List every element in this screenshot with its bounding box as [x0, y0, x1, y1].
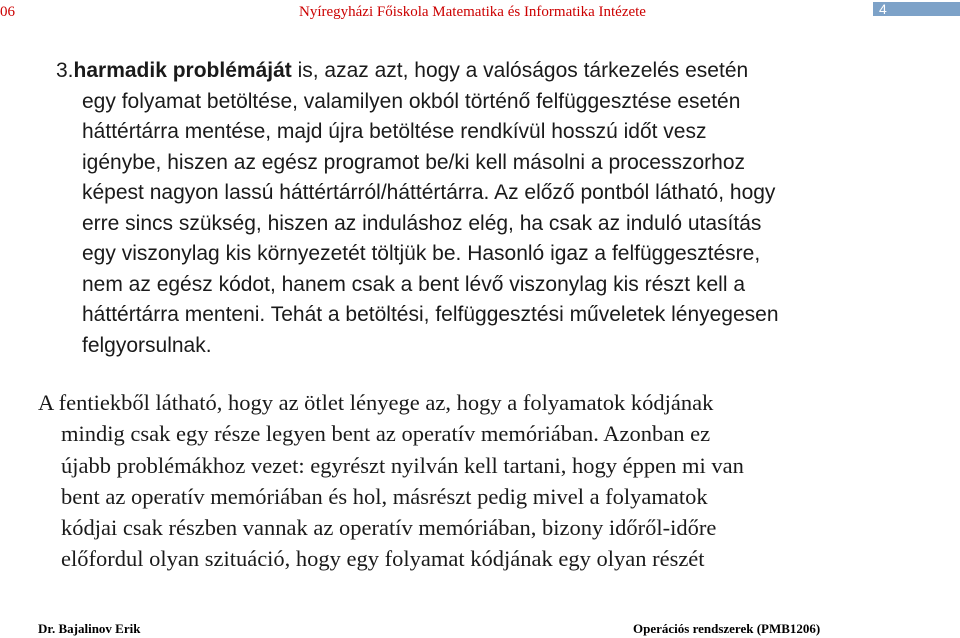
chapter-number: 06: [0, 4, 15, 20]
paragraph-line: háttértárra mentése, majd újra betöltése rendkívül hosszú időt vesz: [82, 120, 707, 143]
paragraph-summary: [38, 387, 948, 575]
paragraph-third-problem: [56, 56, 956, 361]
page-number-box: [873, 2, 960, 16]
paragraph-line: A fentiekből látható, hogy az ötlet lényege az, hogy a folyamatok kódjának: [38, 390, 714, 415]
paragraph-line: bent az operatív memóriában és hol, másrészt pedig mivel a folyamatok: [61, 483, 708, 509]
bold-lead: harmadik problémáját: [73, 59, 292, 82]
footer-course: Operációs rendszerek (PMB1206): [633, 621, 821, 636]
footer-author: Dr. Bajalinov Erik: [38, 621, 141, 636]
list-number: 3.: [56, 59, 74, 82]
paragraph-line: erre sincs szükség, hiszen az induláshoz elég, ha csak az induló utasítás: [82, 211, 762, 235]
paragraph-line: nem az egész kódot, hanem csak a bent lévő viszonylag kis részt kell a: [82, 272, 745, 296]
paragraph-line: egy folyamat betöltése, valamilyen okból történő felfüggesztése esetén: [82, 89, 741, 113]
paragraph-line: egy viszonylag kis környezetét töltjük be. Hasonló igaz a felfüggesztésre,: [82, 242, 761, 265]
paragraph-line: háttértárra menteni. Tehát a betöltési, felfüggesztési műveletek lényegesen: [82, 303, 779, 326]
paragraph-line: igénybe, hiszen az egész programot be/ki kell másolni a processzorhoz: [82, 150, 746, 174]
paragraph-line: felgyorsulnak.: [82, 333, 212, 357]
paragraph-line: kódjai csak részben vannak az operatív memóriában, bizony időről-időre: [61, 515, 717, 541]
paragraph-line: újabb problémákhoz vezet: egyrészt nyilván kell tartani, hogy éppen mi van: [61, 452, 744, 478]
paragraph-line: mindig csak egy része legyen bent az operatív memóriában. Azonban ez: [61, 421, 711, 447]
institution-title: Nyíregyházi Főiskola Matematika és Informatika Intézete: [299, 4, 646, 20]
paragraph-line: [56, 56, 956, 87]
paragraph-line: előfordul olyan szituáció, hogy egy folyamat kódjának egy olyan részét: [61, 546, 705, 572]
paragraph-line: képest nagyon lassú háttértárról/háttértárra. Az előző pontból látható, hogy: [82, 181, 776, 204]
page-number: 4: [879, 1, 887, 17]
line-text: is, azaz azt, hogy a valóságos tárkezelés esetén: [291, 59, 749, 82]
